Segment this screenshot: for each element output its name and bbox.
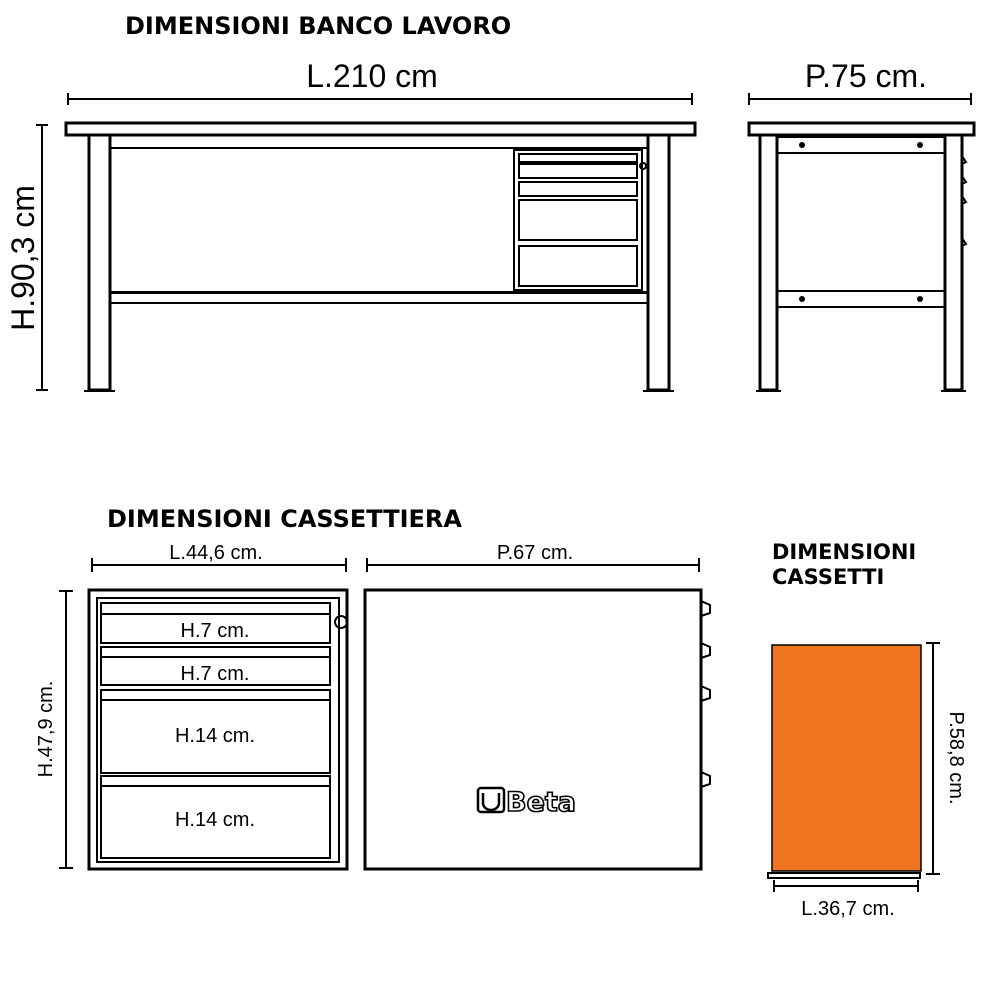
drawer-unit-title: DIMENSIONI CASSETTIERA <box>107 505 462 533</box>
drawer-unit-length-label: L.44,6 cm. <box>169 542 263 564</box>
drawers-title-line1: DIMENSIONI <box>772 540 917 564</box>
drawer-unit-height-dimension <box>59 591 73 868</box>
workbench-length-dimension <box>68 93 692 105</box>
workbench-length-label: L.210 cm <box>306 58 438 94</box>
drawer-plan-fill <box>772 645 921 871</box>
workbench-side-view <box>749 123 974 391</box>
drawer-unit-side-view <box>365 590 710 869</box>
workbench-height-label: H.90,3 cm <box>5 185 41 331</box>
drawers-depth-label: P.58,8 cm. <box>945 711 967 805</box>
workbench-front-view <box>66 123 695 391</box>
drawer-3-height-label: H.14 cm. <box>174 725 256 747</box>
beta-logo <box>478 787 576 818</box>
drawer-1-height-label: H.7 cm. <box>180 620 250 642</box>
drawer-unit-height-label: H.47,9 cm. <box>35 680 57 778</box>
drawer-2-height-label: H.7 cm. <box>180 663 250 685</box>
workbench-title: DIMENSIONI BANCO LAVORO <box>125 12 512 40</box>
drawers-length-dimension <box>774 880 918 892</box>
drawers-title-line2: CASSETTI <box>772 565 885 589</box>
drawer-unit-depth-label: P.67 cm. <box>496 542 574 564</box>
drawer-plan-view <box>768 645 921 878</box>
drawers-depth-dimension <box>926 643 940 874</box>
workbench-depth-label: P.75 cm. <box>804 58 928 94</box>
drawers-length-label: L.36,7 cm. <box>801 898 895 920</box>
drawer-4-height-label: H.14 cm. <box>174 809 256 831</box>
beta-logo-text: Beta <box>506 787 577 818</box>
workbench-depth-dimension <box>749 93 971 105</box>
